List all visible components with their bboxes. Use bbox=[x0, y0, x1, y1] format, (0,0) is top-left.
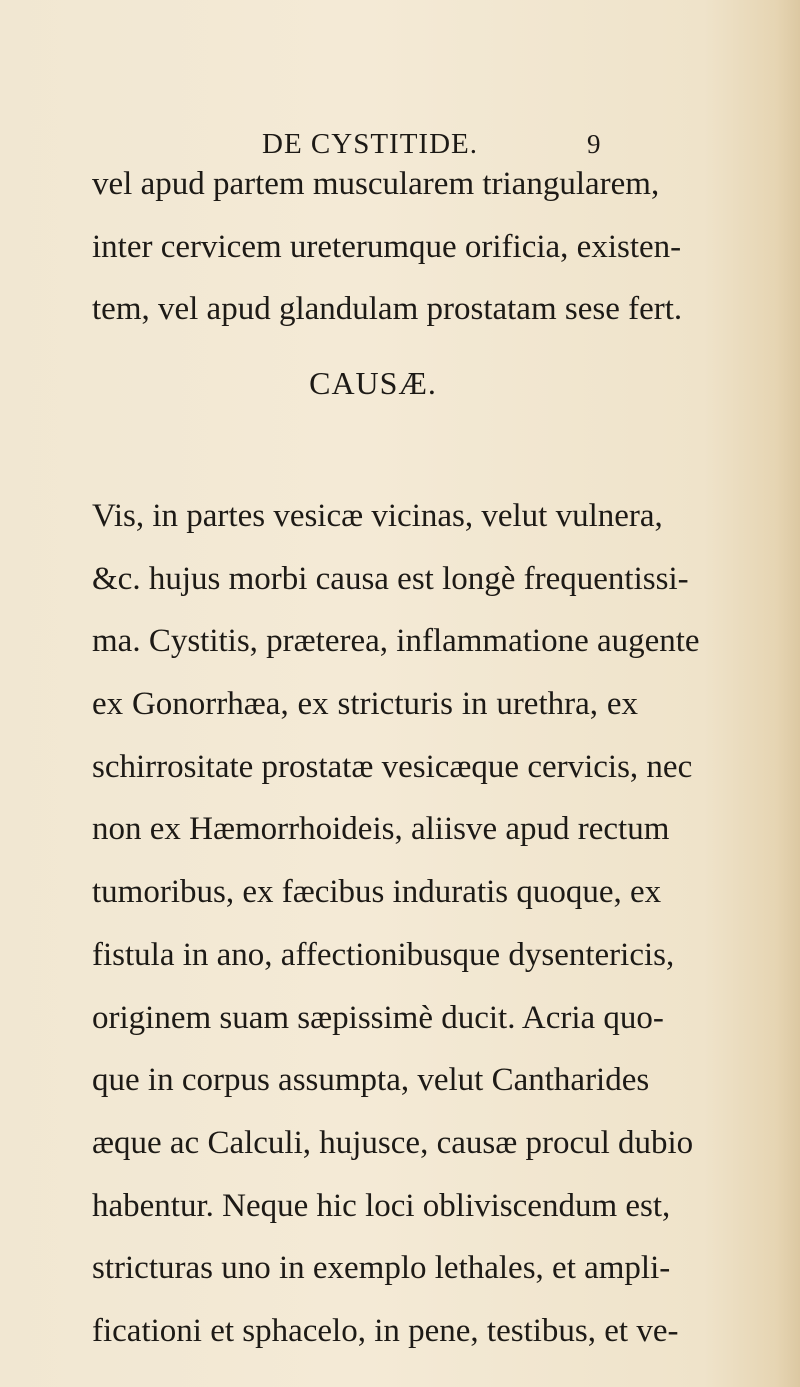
running-title: DE CYSTITIDE. bbox=[262, 128, 478, 160]
section-heading-text: CAUSÆ. bbox=[309, 365, 437, 401]
text-line: stricturas uno in exemplo lethales, et ampli- bbox=[92, 1250, 671, 1287]
text-line: Vis, in partes vesicæ vicinas, velut vulnera, bbox=[92, 498, 663, 534]
page-number: 9 bbox=[587, 129, 601, 159]
text-line: æque ac Calculi, hujusce, causæ procul dubio bbox=[92, 1124, 694, 1161]
text-line: ma. Cystitis, præterea, inflammatione augente bbox=[92, 623, 700, 660]
text-line: tem, vel apud glandulam prostatam sese fert. bbox=[92, 291, 683, 328]
body-paragraph bbox=[92, 485, 700, 1363]
text-line: ficationi et sphacelo, in pene, testibus, et ve- bbox=[92, 1312, 679, 1349]
text-line: originem suam sæpissimè ducit. Acria quo- bbox=[92, 999, 664, 1036]
text-line: non ex Hæmorrhoideis, aliisve apud rectum bbox=[92, 811, 670, 848]
section-heading bbox=[0, 358, 800, 408]
text-line: habentur. Neque hic loci obliviscendum est, bbox=[92, 1187, 671, 1224]
text-line: ex Gonorrhæa, ex stricturis in urethra, ex bbox=[92, 686, 638, 723]
text-line: que in corpus assumpta, velut Cantharides bbox=[92, 1062, 650, 1099]
text-line: fistula in ano, affectionibusque dysentericis, bbox=[92, 936, 675, 973]
text-line: inter cervicem ureterumque orificia, existen- bbox=[92, 228, 682, 265]
opening-paragraph bbox=[92, 153, 683, 341]
text-line: tumoribus, ex fæcibus induratis quoque, ex bbox=[92, 874, 662, 911]
text-line: schirrositate prostatæ vesicæque cervicis, nec bbox=[92, 748, 693, 785]
text-line: &c. hujus morbi causa est longè frequentissi- bbox=[92, 560, 689, 597]
text-line: vel apud partem muscularem triangularem, bbox=[92, 166, 660, 202]
